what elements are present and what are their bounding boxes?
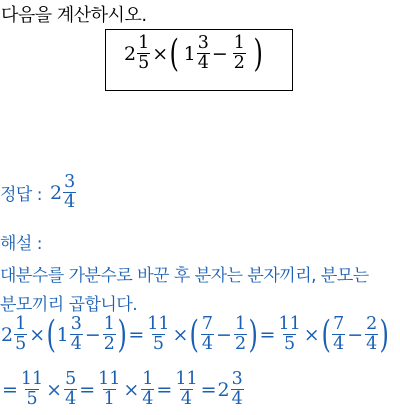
- answer-value: [50, 174, 77, 212]
- numerator: 2: [366, 314, 378, 334]
- fraction: [197, 35, 210, 73]
- problem-expression: [124, 32, 263, 76]
- denominator: 4: [180, 389, 192, 410]
- minus-sign: −: [216, 323, 232, 346]
- fraction: [201, 316, 214, 354]
- equals-sign: =: [156, 378, 173, 401]
- numerator: 3: [197, 33, 209, 53]
- fraction: [146, 316, 170, 354]
- numerator: 5: [65, 369, 77, 389]
- fraction: [234, 316, 247, 354]
- left-paren: (: [321, 313, 331, 357]
- numerator: 1: [142, 369, 154, 389]
- numerator: 1: [103, 314, 115, 334]
- denominator: 4: [366, 334, 378, 355]
- explanation-line-2: 분모끼리 곱합니다.: [0, 295, 138, 315]
- denominator: 4: [142, 389, 154, 410]
- fraction: [97, 371, 121, 409]
- minus-sign: −: [211, 42, 228, 65]
- work-line-2: [1, 371, 245, 409]
- equals-sign: =: [259, 323, 276, 346]
- denominator: 4: [197, 53, 209, 74]
- denominator: 2: [234, 334, 247, 355]
- denominator: 5: [152, 334, 164, 355]
- denominator: 5: [284, 334, 296, 355]
- fraction: [20, 371, 44, 409]
- minus-sign: −: [84, 323, 101, 346]
- times-sign: ×: [303, 323, 320, 346]
- answer-row: [0, 174, 77, 212]
- numerator: 7: [201, 314, 214, 334]
- fraction: [64, 371, 77, 409]
- numerator: 11: [278, 314, 301, 334]
- problem-box: [105, 29, 293, 91]
- numerator: 7: [333, 314, 345, 334]
- times-sign: ×: [29, 323, 46, 346]
- right-paren: ): [117, 313, 127, 357]
- equals-sign: =: [2, 378, 18, 401]
- denominator: 4: [201, 334, 214, 355]
- times-sign: ×: [172, 323, 189, 346]
- minus-sign: −: [347, 323, 364, 346]
- instruction-text: 다음을 계산하시오.: [1, 5, 147, 26]
- mixed-whole: 1: [183, 42, 196, 65]
- left-paren: (: [169, 32, 180, 76]
- denominator: 5: [15, 334, 27, 355]
- numerator: 11: [147, 314, 170, 334]
- fraction: [231, 371, 244, 409]
- right-paren: ): [379, 313, 390, 357]
- equals-sign: =: [79, 378, 96, 401]
- numerator: 1: [234, 314, 247, 334]
- denominator: 5: [26, 389, 38, 410]
- mixed-whole: 2: [217, 378, 230, 401]
- left-paren: (: [46, 313, 57, 357]
- equals-sign: =: [200, 378, 217, 401]
- answer-label: 정답 :: [0, 185, 42, 206]
- numerator: 11: [20, 369, 44, 389]
- mixed-whole: 2: [124, 42, 137, 65]
- numerator: 3: [64, 172, 76, 192]
- numerator: 1: [15, 314, 27, 334]
- fraction: [141, 371, 154, 409]
- fraction: [103, 316, 116, 354]
- explanation-line-1: 대분수를 가분수로 바꾼 후 분자는 분자끼리, 분모는: [0, 266, 369, 286]
- denominator: 4: [65, 389, 77, 410]
- equals-sign: =: [128, 323, 145, 346]
- work-line-1: [1, 313, 390, 357]
- numerator: 3: [70, 314, 82, 334]
- mixed-whole: 1: [56, 323, 69, 346]
- fraction: [63, 174, 76, 212]
- numerator: 3: [231, 369, 243, 389]
- fraction: [174, 371, 198, 409]
- numerator: 1: [233, 33, 245, 53]
- mixed-whole: 2: [49, 181, 63, 204]
- numerator: 1: [138, 33, 150, 53]
- denominator: 5: [138, 53, 150, 74]
- denominator: 4: [64, 192, 76, 213]
- denominator: 2: [103, 334, 115, 355]
- left-paren: (: [189, 313, 200, 357]
- right-paren: ): [248, 313, 258, 357]
- fraction: [70, 316, 83, 354]
- fraction: [233, 35, 246, 73]
- numerator: 11: [98, 369, 121, 389]
- times-sign: ×: [123, 378, 140, 401]
- fraction: [332, 316, 345, 354]
- denominator: 2: [233, 53, 245, 74]
- times-sign: ×: [152, 42, 169, 65]
- right-paren: ): [253, 32, 263, 76]
- denominator: 4: [70, 334, 82, 355]
- explanation-label: 해설 :: [0, 234, 42, 254]
- fraction: [137, 35, 150, 73]
- fraction: [365, 316, 378, 354]
- fraction: [277, 316, 301, 354]
- denominator: 4: [333, 334, 345, 355]
- fraction: [14, 316, 27, 354]
- mixed-whole: 2: [1, 323, 14, 346]
- numerator: 11: [175, 369, 198, 389]
- denominator: 4: [231, 389, 243, 410]
- times-sign: ×: [46, 378, 63, 401]
- denominator: 1: [103, 389, 115, 410]
